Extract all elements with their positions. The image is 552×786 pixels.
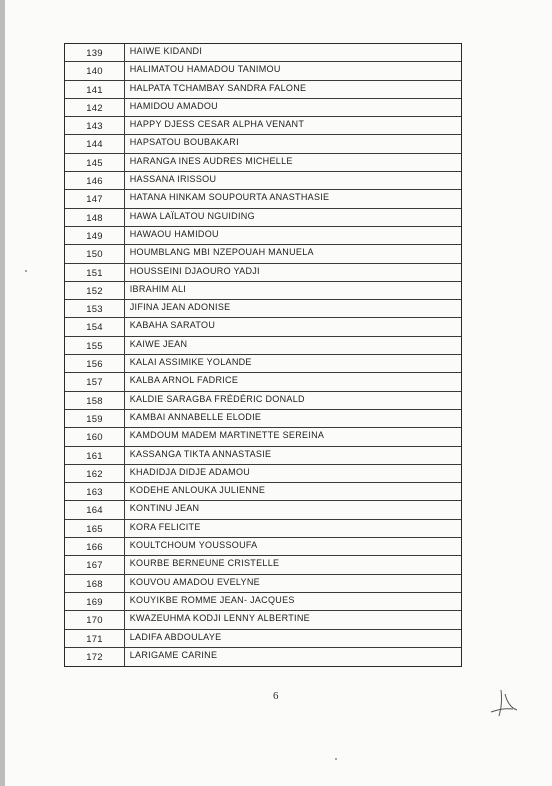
row-number: 157: [65, 373, 125, 390]
table-row: [65, 99, 461, 117]
row-number: 142: [65, 99, 125, 116]
table-row: [65, 282, 461, 300]
person-name: IBRAHIM ALI: [129, 283, 187, 295]
row-number: 161: [65, 447, 125, 464]
row-number: 159: [65, 410, 125, 427]
person-name: HALPATA TCHAMBAY SANDRA FALONE: [129, 82, 307, 94]
table-row: [65, 428, 461, 446]
table-row: [65, 337, 461, 355]
person-name: HOUMBLANG MBI NZEPOUAH MANUELA: [129, 247, 314, 259]
row-number: 139: [65, 44, 125, 61]
person-name: HAWA LAÏLATOU NGUIDING: [129, 210, 255, 222]
table-row: [65, 81, 461, 99]
row-number: 170: [65, 611, 125, 628]
table-row: [65, 556, 461, 574]
row-number: 141: [65, 81, 125, 98]
signature-mark: [483, 680, 523, 720]
person-name: KWAZEUHMA KODJI LENNY ALBERTINE: [129, 613, 310, 625]
row-number: 158: [65, 392, 125, 409]
person-name: KAMDOUM MADEM MARTINETTE SEREINA: [129, 430, 325, 442]
row-number: 152: [65, 282, 125, 299]
table-row: [65, 318, 461, 336]
row-number: 172: [65, 648, 125, 666]
row-number: 155: [65, 337, 125, 354]
row-number: 149: [65, 227, 125, 244]
table-row: [65, 135, 461, 153]
row-number: 144: [65, 135, 125, 152]
row-number: 171: [65, 630, 125, 647]
table-row: [65, 538, 461, 556]
person-name: KABAHA SARATOU: [129, 320, 216, 332]
person-name: LADIFA ABDOULAYE: [129, 631, 222, 643]
table-row: [65, 520, 461, 538]
table-row: [65, 483, 461, 501]
table-row: [65, 264, 461, 282]
table-row: [65, 593, 461, 611]
table-row: [65, 575, 461, 593]
row-number: 146: [65, 172, 125, 189]
row-number: 160: [65, 428, 125, 445]
row-number: 140: [65, 62, 125, 79]
table-row: [65, 245, 461, 263]
row-number: 143: [65, 117, 125, 134]
person-name: LARIGAME CARINE: [129, 649, 218, 661]
row-number: 147: [65, 190, 125, 207]
table-row: [65, 209, 461, 227]
person-name: HAPPY DJESS CESAR ALPHA VENANT: [129, 119, 305, 131]
person-name: KALBA ARNOL FADRICE: [129, 375, 239, 387]
row-number: 164: [65, 501, 125, 518]
person-name: HATANA HINKAM SOUPOURTA ANASTHASIE: [129, 192, 330, 204]
person-name: KALDIE SARAGBA FRÉDÉRIC DONALD: [129, 393, 305, 405]
table-row: [65, 154, 461, 172]
person-name: KOULTCHOUM YOUSSOUFA: [129, 540, 258, 552]
person-name: KODEHE ANLOUKA JULIENNE: [129, 485, 266, 497]
table-row: [65, 465, 461, 483]
table-row: [65, 373, 461, 391]
row-number: 150: [65, 245, 125, 262]
person-name: HASSANA IRISSOU: [129, 174, 217, 186]
table-row: [65, 44, 461, 62]
table-row: [65, 355, 461, 373]
table-row: [65, 630, 461, 648]
person-name: KOUVOU AMADOU EVELYNE: [129, 576, 260, 588]
table-row: [65, 227, 461, 245]
table-row: [65, 648, 461, 666]
row-number: 151: [65, 264, 125, 281]
row-number: 168: [65, 575, 125, 592]
row-number: 165: [65, 520, 125, 537]
person-name: HAWAOU HAMIDOU: [129, 228, 219, 240]
person-name: HAIWE KIDANDI: [129, 46, 203, 57]
table-row: [65, 300, 461, 318]
row-number: 167: [65, 556, 125, 573]
person-name: KHADIDJA DIDJE ADAMOU: [129, 466, 251, 478]
table-row: [65, 501, 461, 519]
name-list-table: [64, 43, 462, 667]
row-number: 145: [65, 154, 125, 171]
scan-speck: [335, 758, 337, 760]
scan-speck: [25, 270, 27, 272]
person-name: KOURBE BERNEUNE CRISTELLE: [129, 558, 280, 570]
table-row: [65, 447, 461, 465]
person-name: KAMBAI ANNABELLE ELODIE: [129, 411, 262, 423]
row-number: 153: [65, 300, 125, 317]
row-number: 166: [65, 538, 125, 555]
table-row: [65, 410, 461, 428]
row-number: 162: [65, 465, 125, 482]
table-row: [65, 117, 461, 135]
person-name: JIFINA JEAN ADONISE: [129, 302, 231, 314]
person-name: KONTINU JEAN: [129, 503, 200, 515]
person-name: HAPSATOU BOUBAKARI: [129, 137, 239, 149]
row-number: 154: [65, 318, 125, 335]
person-name: HAMIDOU AMADOU: [129, 100, 218, 112]
row-number: 148: [65, 209, 125, 226]
row-number: 163: [65, 483, 125, 500]
table-row: [65, 611, 461, 629]
row-number: 169: [65, 593, 125, 610]
person-name: HARANGA INES AUDRES MICHELLE: [129, 155, 293, 167]
person-name: HOUSSEINI DJAOURO YADJI: [129, 265, 260, 277]
table-row: [65, 190, 461, 208]
person-name: KAIWE JEAN: [129, 338, 188, 350]
table-row: [65, 392, 461, 410]
row-number: 156: [65, 355, 125, 372]
table-row: [65, 62, 461, 80]
table-row: [65, 172, 461, 190]
person-name: KASSANGA TIKTA ANNASTASIE: [129, 448, 272, 460]
person-name: HALIMATOU HAMADOU TANIMOU: [129, 64, 281, 76]
page-number: 6: [273, 690, 279, 702]
person-name: KORA FELICITE: [129, 521, 201, 533]
person-name: KALAI ASSIMIKE YOLANDE: [129, 357, 252, 369]
person-name: KOUYIKBE ROMME JEAN- JACQUES: [129, 594, 295, 606]
